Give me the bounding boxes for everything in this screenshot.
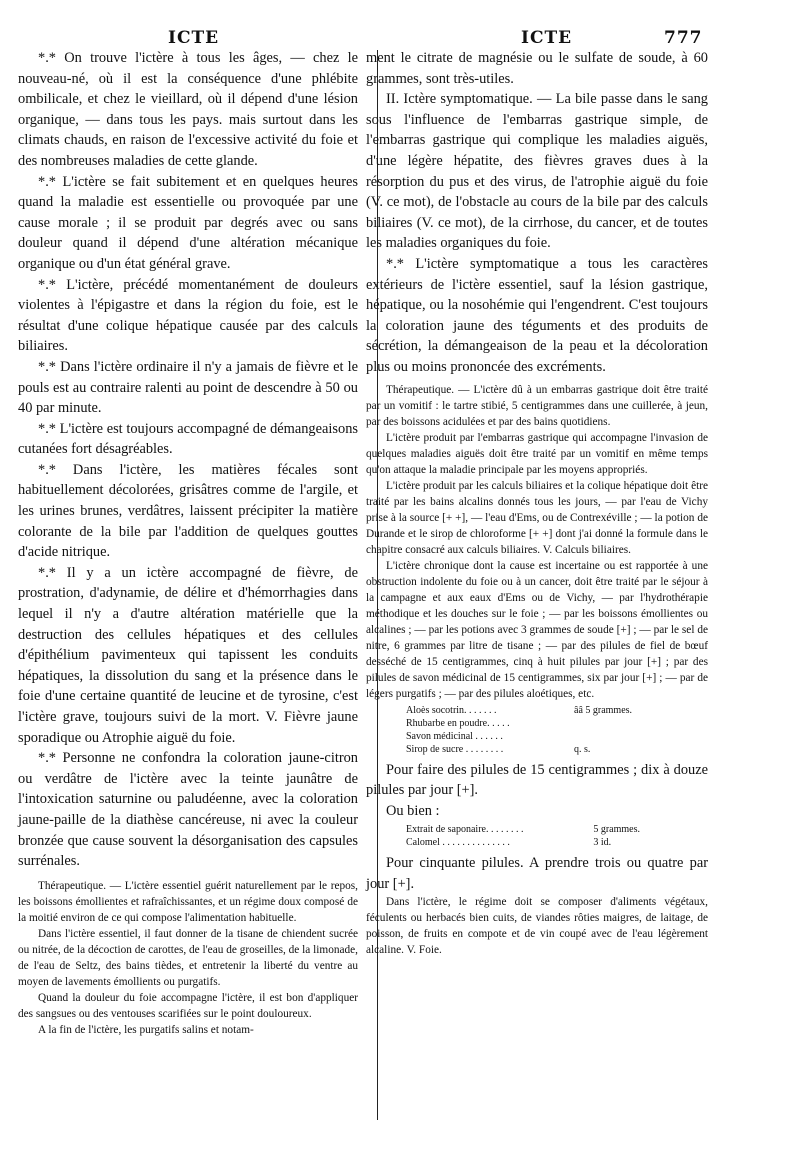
formula-ingredient: Sirop de sucre . . . . . . . . <box>406 743 504 755</box>
paragraph: *.* Il y a un ictère accompagné de fièvre, de prostration, d'adynamie, de délire et d'hémorrhagies dans lequel il n'y a d'autre altération matérielle que la destruction des cellules hépatiques et des cellules d'épithélium pavimenteux qui tapissent les conduits hépatiques, la dissolution du sang et la présence dans le foie d'une certaine quantité de leucine et de tyrosine, c'est l'ictère grave, toujours suivi de la mort. V. Fièvre jaune sporadique ou Atrophie aiguë du foie. <box>18 564 358 746</box>
formula-pills-aloe <box>366 704 708 756</box>
paragraph: *.* On trouve l'ictère à tous les âges, — chez le nouveau-né, où il est la conséquence d'une phlébite ombilicale, et chez le vieillard, où il dépend d'une lésion organique, — dans tous les pays. mais surtout dans les climats chauds, en raison de l'excessive activité du foie et des nombreuses maladies de cette glande. <box>18 50 358 169</box>
formula-amount: 3 id. <box>593 837 612 849</box>
formula-amount: q. s. <box>574 743 591 755</box>
formula-row <box>366 730 708 743</box>
formula-amount <box>574 730 666 743</box>
running-head-left: ICTE <box>168 28 220 48</box>
therapeutics-paragraph: L'ictère chronique dont la cause est incertaine ou est rapportée à une obstruction indolente du foie ou à un cancer, doit être traité par le séjour à la campagne et aux eaux d'Ems ou de Vichy, — par l'hydrothérapie méthodique et les douches sur le foie ; — par les boissons émollientes ou alcalines ; — par les potions avec 3 grammes de soude [+] ; — par le sel de nitre, 6 grammes par litre de tisane ; — par des pilules de fiel de bœuf desséché de 15 centigrammes, cinq à huit pilules par jour [+] ; par des pilules de savon médicinal de 15 centigrammes, six par jour [+] ; — par de légers purgatifs ; — par des pilules aloétiques, etc. <box>366 559 708 700</box>
therapeutics-paragraph: Dans l'ictère essentiel, il faut donner de la tisane de chiendent sucrée ou nitrée, de la décoction de carottes, de l'eau de groseilles, de la limonade, de l'eau de Seltz, des bains tièdes, et entretenir la liberté du ventre au moyen de lavements émollients ou purgatifs. <box>18 927 358 988</box>
left-column <box>18 48 358 1038</box>
therapeutics-paragraph: L'ictère produit par l'embarras gastrique qui accompagne l'invasion de quelques maladies aiguës doit être traité par un vomitif en même temps qu'on attaque la maladie principale par les moyens appropriés. <box>366 431 708 476</box>
therapeutics-paragraph: L'ictère produit par les calculs biliaires et la colique hépatique doit être traité par les bains alcalins donnés tous les jours, — par l'eau de Vichy prise à la source [+ +], — l'eau d'Ems, ou de Contrexéville ; — la potion de Durande et le sirop de chloroforme [+ +] dont j'ai donné la formule dans le chapitre consacré aux calculs biliaires. V. Calculs biliaires. <box>366 479 708 556</box>
paragraph: Ou bien : <box>386 802 440 819</box>
diet-paragraph: Dans l'ictère, le régime doit se composer d'aliments végétaux, féculents ou herbacés bien cuits, de viandes rôties maigres, de laitage, de poisson, de fruits en compote et de vin coupé avec de l'eau légèrement alcaline. V. Foie. <box>366 896 708 957</box>
paragraph: *.* L'ictère se fait subitement et en quelques heures quand la maladie est essentielle ou provoquée par une cause morale ; il se produit par degrés avec ou sans douleur quand il dépend d'une altération mécanique organique ou d'un état général grave. <box>18 173 358 272</box>
formula-pills-calomel <box>366 823 708 849</box>
formula-ingredient: Extrait de saponaire. . . . . . . . <box>406 824 524 836</box>
formula-ingredient: Savon médicinal . . . . . . <box>406 730 503 742</box>
paragraph: *.* Dans l'ictère ordinaire il n'y a jamais de fièvre et le pouls est au contraire ralenti au point de descendre à 50 ou 40 par minute. <box>18 358 358 417</box>
formula-row <box>366 743 708 756</box>
formula-row <box>366 717 708 730</box>
formula-ingredient: Rhubarbe en poudre. . . . . <box>406 717 510 729</box>
paragraph: *.* L'ictère est toujours accompagné de démangeaisons cutanées fort désagréables. <box>18 420 358 458</box>
paragraph: *.* Personne ne confondra la coloration jaune-citron ou verdâtre de l'ictère avec la teinte jaunâtre de l'intoxication saturnine ou paludéenne, avec la coloration jaune-paille de la diathèse cancéreuse, ni avec la couleur bronzée que cause souvent la désorganisation des capsules surrénales. <box>18 750 358 870</box>
formula-amount: 5 grammes. <box>593 824 640 836</box>
paragraph: *.* L'ictère symptomatique a tous les caractères extérieurs de l'ictère essentiel, sauf la lésion gastrique, hépatique, ou la nosohémie qui l'engendrent. C'est toujours la coloration jaune des téguments et des produits de sécrétion, la démangeaison de la peau et la décoloration plus ou moins prononcée des excréments. <box>366 255 708 375</box>
formula-ingredient: Aloès socotrin. . . . . . . <box>406 704 497 716</box>
paragraph: Pour faire des pilules de 15 centigrammes ; dix à douze pilules par jour [+]. <box>366 761 708 799</box>
formula-ingredient: Calomel . . . . . . . . . . . . . . <box>406 837 510 849</box>
therapeutics-paragraph: Thérapeutique. — L'ictère dû à un embarras gastrique doit être traité par un vomitif : le tartre stibié, 5 centigrammes dans une cuillerée, à jeun, par des boissons acidulées et par des bains quotidiens. <box>366 383 708 428</box>
paragraph: *.* Dans l'ictère, les matières fécales sont habituellement décolorées, grisâtres comme de l'argile, et les urines brunes, verdâtres, laissent précipiter la matière colorante de la bile par l'addition de quelques gouttes d'acide nitrique. <box>18 461 358 561</box>
right-column <box>366 48 708 958</box>
paragraph: Pour cinquante pilules. A prendre trois ou quatre par jour [+]. <box>366 855 708 892</box>
formula-amount <box>574 717 666 730</box>
formula-row <box>366 823 708 836</box>
paragraph: ment le citrate de magnésie ou le sulfate de soude, à 60 grammes, sont très-utiles. <box>366 50 708 87</box>
running-head-right: ICTE <box>521 28 573 48</box>
formula-amount: ââ 5 grammes. <box>574 704 633 716</box>
therapeutics-paragraph: A la fin de l'ictère, les purgatifs salins et notam- <box>38 1023 254 1036</box>
formula-row <box>366 704 708 717</box>
paragraph: *.* L'ictère, précédé momentanément de douleurs violentes à l'épigastre et dans la région du foie, est le résultat d'une colique hépatique causée par des calculs biliaires. <box>18 276 358 355</box>
formula-row <box>366 836 708 849</box>
therapeutics-paragraph: Thérapeutique. — L'ictère essentiel guérit naturellement par le repos, les boissons émollientes et rafraîchissantes, et un régime doux composé de la moitié environ de ce qui compose l'alimentation habituelle. <box>18 879 358 924</box>
therapeutics-paragraph: Quand la douleur du foie accompagne l'ictère, il est bon d'appliquer des sangsues ou des ventouses scarifiées sur le point douloureux. <box>18 991 358 1020</box>
section-heading-paragraph: II. Ictère symptomatique. — La bile passe dans le sang sous l'influence de l'embarras gastrique simple, de l'embarras gastrique qui complique les maladies aiguës, d'une légère hépatite, des fièvres graves dues à la résorption du pus et des virus, de l'atrophie aiguë du foie (V. ce mot), de l'obstacle au cours de la bile par des calculs biliaires (V. ce mot), de la cirrhose, du cancer, et de toutes les maladies organiques du foie. <box>366 91 708 252</box>
page-number: 777 <box>664 28 703 48</box>
